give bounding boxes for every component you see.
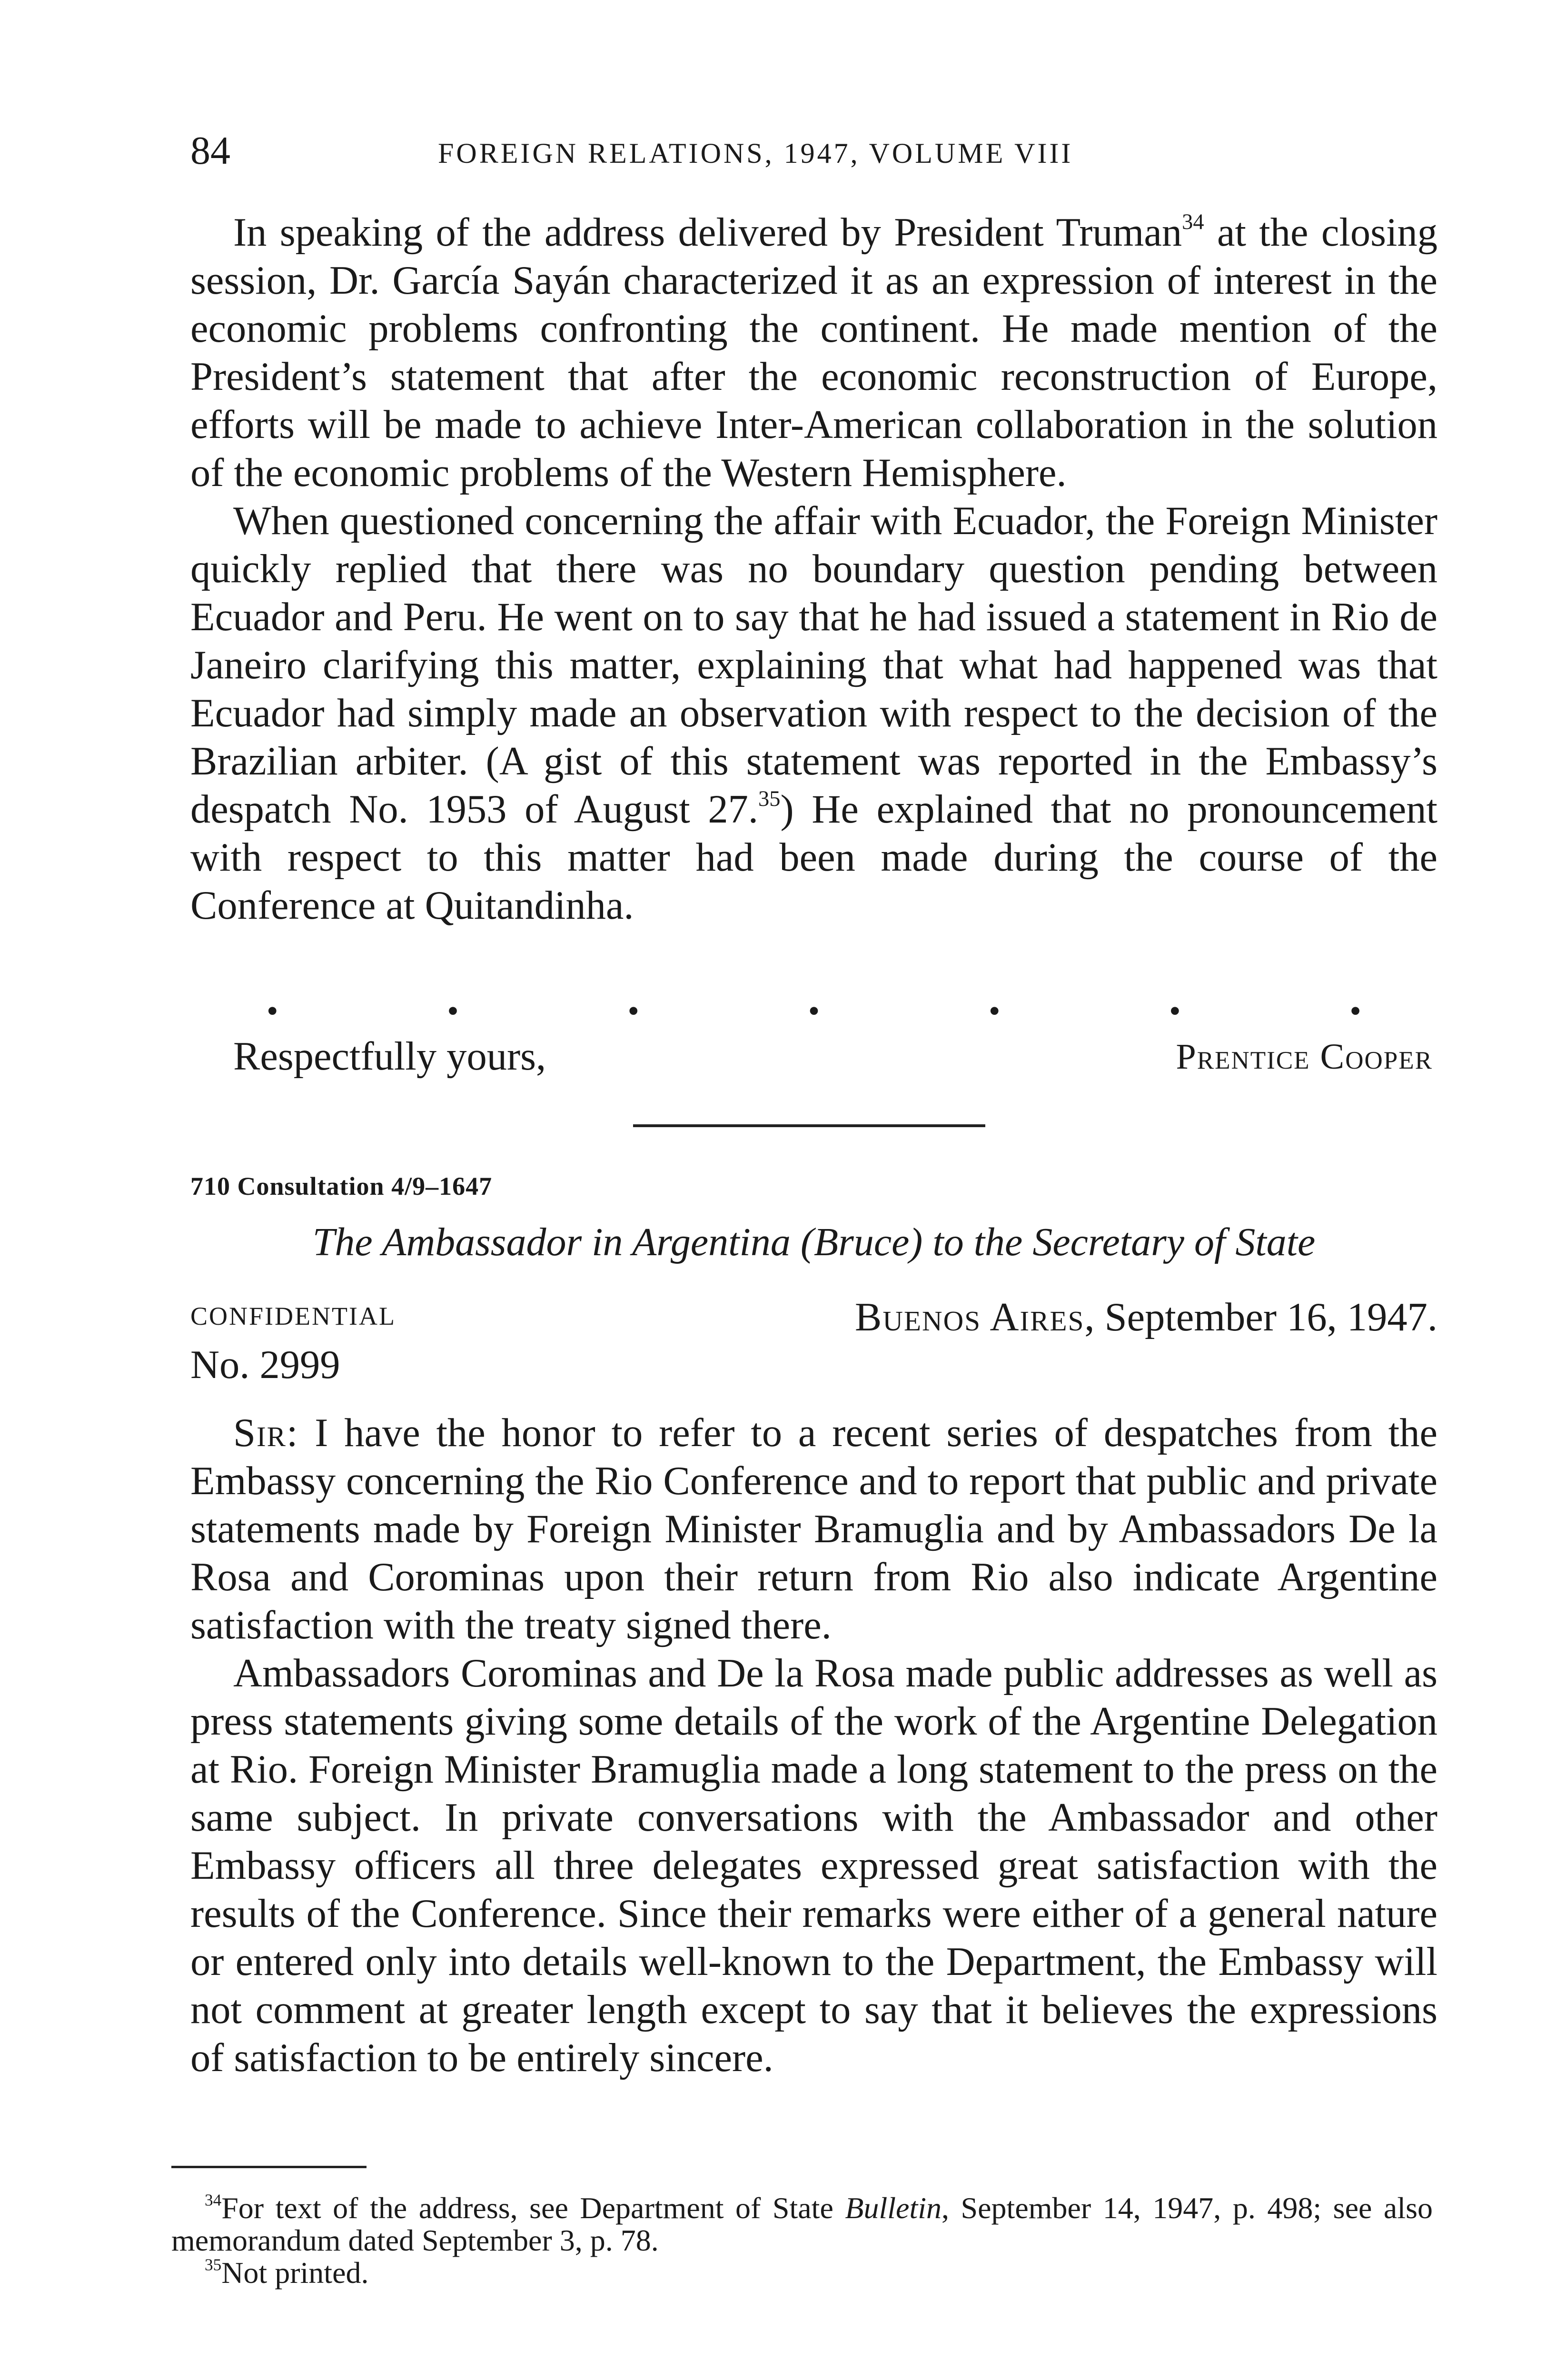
paragraph-ecuador — [190, 497, 1437, 930]
footnote-reference: 35 — [758, 787, 781, 812]
paragraph-text: I have the honor to refer to a recent series of despatches from the Embassy concerning the Rio Conference and to report that public and private statements made by Foreign Minister Bramuglia and by Ambassadors De la Rosa and Corominas upon their return from Rio also indicate Argentine satisfaction with the treaty signed there. — [190, 1411, 1437, 1647]
footnote-marker: 35 — [205, 2255, 222, 2274]
document-title: The Ambassador in Argentina (Bruce) to the Secretary of State — [312, 1220, 1316, 1264]
dateline — [855, 1294, 1437, 1341]
paragraph-text: When questioned concerning the affair with Ecuador, the Foreign Minister quickly replied that there was no boundary question pending between Ecuador and Peru. He went on to say that he had issued a statement in Rio de Janeiro clarifying this matter, explaining that what had happened was that Ecuador had simply made an observation with respect to the decision of the Brazilian arbiter. (A gist of this statement was reported in the Embassy’s despatch No. 1953 of August 27. — [190, 499, 1437, 832]
section-divider — [633, 1124, 985, 1127]
footnote-text: For text of the address, see Department of State — [221, 2191, 845, 2225]
footnote-text: Not printed. — [221, 2256, 369, 2290]
paragraph-text: In speaking of the address delivered by President Truman — [233, 210, 1182, 255]
footnotes — [171, 2192, 1433, 2289]
dateline-place: Buenos Aires — [855, 1295, 1085, 1339]
signature: Prentice Cooper — [1176, 1037, 1433, 1077]
footnote-reference: 34 — [1182, 210, 1204, 235]
ellipsis-dot: • — [808, 993, 820, 1030]
footnote — [171, 2192, 1433, 2257]
running-head: FOREIGN RELATIONS, 1947, VOLUME VIII — [438, 138, 1073, 169]
ellipsis-dot: • — [447, 993, 459, 1030]
paragraph-text: at the closing session, Dr. García Sayán characterized it as an expression of interest in the economic problems confronting the continent. He made mention of the President’s statement that after the economic reconstruction of Europe, efforts will be made to achieve Inter-American collaboration in the solution of the economic problems of the Western Hemisphere. — [190, 210, 1437, 495]
letter-closing — [190, 1031, 1437, 1083]
ellipsis-dot: • — [267, 993, 278, 1030]
despatch-number: No. 2999 — [190, 1343, 340, 1387]
footnote-divider — [171, 2166, 367, 2168]
dateline-date: , September 16, 1947. — [1084, 1295, 1437, 1339]
omission-ellipsis — [267, 993, 1361, 1030]
footnote-text: , September 14, 1947, p. 498; see also memorandum dated September 3, p. 78. — [171, 2191, 1433, 2257]
paragraph-truman-address — [190, 208, 1437, 497]
classification-label: CONFIDENTIAL — [190, 1302, 396, 1330]
page-header — [190, 125, 1433, 182]
paragraph-sir — [190, 1409, 1437, 1649]
ellipsis-dot: • — [1349, 993, 1361, 1030]
paragraph-ambassadors — [190, 1649, 1437, 2082]
publication-name: Bulletin — [845, 2191, 941, 2225]
footnote — [171, 2257, 1433, 2289]
salutation: Sir: — [233, 1411, 299, 1455]
footnote-marker: 34 — [205, 2191, 222, 2210]
opening-paragraphs — [190, 208, 1437, 930]
file-number: 710 Consultation 4/9–1647 — [190, 1172, 493, 1200]
valediction: Respectfully yours, — [233, 1034, 546, 1079]
ellipsis-dot: • — [627, 993, 639, 1030]
paragraph-text: ) He explained that no pronouncement with respect to this matter had been made during the course of the Conference at Quitandinha. — [190, 787, 1437, 928]
letter-body — [190, 1409, 1437, 2082]
ellipsis-dot: • — [1169, 993, 1181, 1030]
paragraph-text: Ambassadors Corominas and De la Rosa made public addresses as well as press statements giving some details of the work of the Argentine Delegation at Rio. Foreign Minister Bramuglia made a long statement to the press on the same subject. In private conversations with the Ambassador and other Embassy officers all three delegates expressed great satisfaction with the results of the Conference. Since their remarks were either of a general nature or entered only into details well-known to the Department, the Embassy will not comment at greater length except to say that it believes the expressions of satisfaction to be entirely sincere. — [190, 1651, 1437, 2080]
page-number: 84 — [190, 129, 230, 173]
ellipsis-dot: • — [988, 993, 1001, 1030]
